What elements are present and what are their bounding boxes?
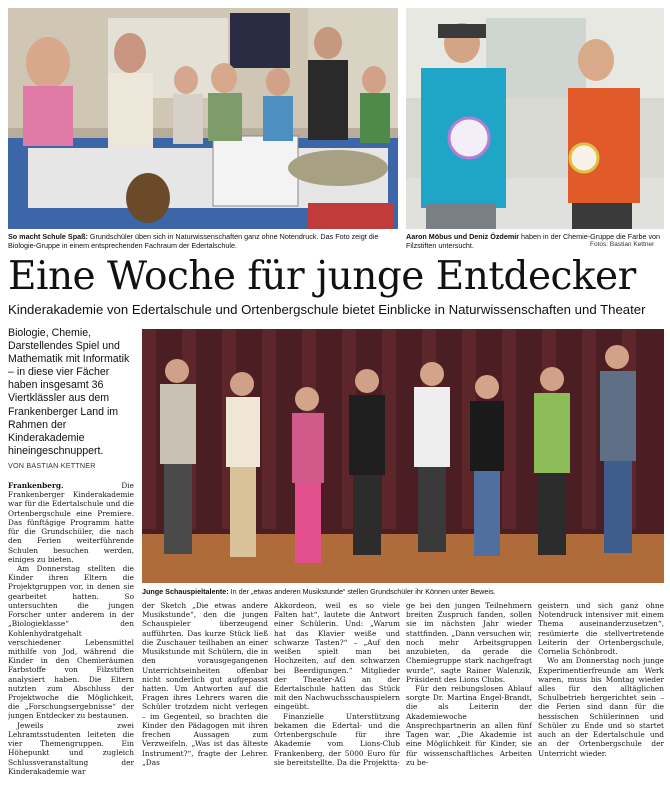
photo-biology-group-image bbox=[8, 8, 398, 229]
photo-chemistry-group bbox=[406, 8, 664, 229]
caption-text: haben in der Chemie-Gruppe die Farbe von Filzstiften untersucht. bbox=[406, 232, 661, 250]
col2-paragraph: der Sketch „Die etwas andere Musikstunde“, den die jungen Schauspieler überzeugend aufführten. Das kurze Stück ließ die Zuschauer teilhaben an einer Musikstunde mit Schülern, die in den vorausgegangenen Unterrichtseinheiten offenbar nicht sonderlich gut aufgepasst hatten. Um Antworten auf die Fragen ihres Lehrers waren die Schüler trotzdem nicht verlegen – im Gegenteil, so brachten die Kinder den Pädagogen mit ihren frechen Aussagen zum Verzweifeln. „Was ist das älteste Instrument?“, fragte der Lehrer. „Das bbox=[142, 601, 268, 767]
caption-bold-lead: Junge Schauspieltalente: bbox=[142, 587, 229, 596]
article-column-3 bbox=[274, 601, 400, 786]
photo-credit: Fotos: Bastian Kettner bbox=[590, 241, 655, 248]
caption-text: Grundschüler üben sich in Naturwissenschaften ganz ohne Notendruck. Das Foto zeigt die Biologie-Gruppe in einem entsprechenden Fachraum der Edertalschule. bbox=[8, 232, 379, 250]
col4-paragraph-1: ge bei den jungen Teilnehmern breiten Zuspruch fanden, sollen sie im nächsten Jahr wieder stattfinden. „Dann versuchen wir, noch mehr Arbeitsgruppen anzubieten, da gerade die Chemiegruppe stark nachgefragt wurde“, sagte Rainer Walenzik, Präsident des Lions Clubs. bbox=[406, 601, 532, 684]
photo-biology-group bbox=[8, 8, 398, 229]
article-column-4 bbox=[406, 601, 532, 786]
col1-paragraph-1: Die Frankenberger Kinderakademie war für die Edertalschule und die Ortenbergschule eine Premiere. Das fünftägige Programm hatte für die Grundschüler, die nach den Ferien weiterführende Schulen besuchen werden, einiges zu bieten. bbox=[8, 481, 134, 564]
article-column-5 bbox=[538, 601, 664, 786]
col5-paragraph-1: geistern und sich ganz ohne Notendruck intensiver mit einem Thema auseinanderzusetzen“, resümierte die stellvertretende Leiterin der Ortenbergschule, Cornelia Schönbrodt. bbox=[538, 601, 664, 657]
article-headline: Eine Woche für junge Entdecker bbox=[8, 254, 636, 299]
col3-paragraph-2: Finanzielle Unterstützung bekamen die Edertal- und die Ortenbergschule für ihre Akademie vom Lions-Club Frankenberg, der 5000 Euro für sie bereitstellte. Da die Projektta- bbox=[274, 711, 400, 767]
article-dateline: Frankenberg. bbox=[8, 481, 64, 490]
caption-text: In der „etwas anderen Musikstunde“ stellen Grundschüler ihr Können unter Beweis. bbox=[228, 587, 496, 596]
photo-stage-performance bbox=[142, 329, 664, 583]
caption-bold-lead: So macht Schule Spaß: bbox=[8, 232, 88, 241]
photo-stage-caption bbox=[142, 587, 664, 596]
photo-biology-caption bbox=[8, 232, 400, 250]
article-lead: Biologie, Chemie, Darstellendes Spiel und Mathematik mit Informatik – in diese vier Fächer haben insgesamt 36 Viertklässler aus dem Frankenberger Land im Rahmen der Kinderakademie hineingeschnuppert. bbox=[8, 327, 130, 457]
col3-paragraph-1: Akkordeon, weil es so viele Falten hat“, lautete die Antwort einer Schülerin. Und: „Warum hat das Klavier weiße und schwarze Tasten?“ – „Auf den weißen spielt man bei Hochzeiten, auf den schwarzen bei Beerdigungen.“ Mitglieder der Theater-AG an der Edertalschule hatten das Stück mit den Nachwuchsschauspielern eingeübt. bbox=[274, 601, 400, 712]
caption-bold-names: Aaron Möbus und Deniz Özdemir bbox=[406, 232, 520, 241]
article-column-1 bbox=[8, 481, 134, 786]
photo-stage-image bbox=[142, 329, 664, 583]
photo-chemistry-group-image bbox=[406, 8, 664, 229]
article-column-2 bbox=[142, 601, 268, 786]
col1-paragraph-2: Am Donnerstag stellten die Kinder ihren Eltern die Projektgruppen vor, in denen sie gearbeitet hatten. So untersuchten die jungen Forscher unter anderem in der „Biologieklasse“ den Kohlenhydratgehalt verschiedener Lebensmittel mithilfe von Jod, während die Kinder in den Chemieräumen Farbstoffe von Filzstiften analysiert haben. Die Eltern nutzten zum Abschluss der Projektwoche die Möglichkeit, die „Forschungsergebnisse“ der jungen Entdecker zu bestaunen. bbox=[8, 563, 134, 721]
col5-paragraph-2: Wo am Donnerstag noch junge Experimentierfreunde am Werk waren, muss bis Montag wieder alles für den alltäglichen Schulbetrieb hergerichtet sein – die Ferien sind dann für die hessischen Schülerinnen und Schüler zu Ende und so startet auch an der Edertalschule und an der Ortenbergschule der Unterricht wieder. bbox=[538, 656, 664, 758]
col4-paragraph-2: Für den reibungslosen Ablauf sorgte Dr. Martina Engel-Brandt, die als Leiterin der Akademiewoche Ansprechpartnerin an allen fünf Tagen war. „Die Akademie ist eine Möglichkeit für Kinder, sie für wissenschaftliches Arbeiten zu be- bbox=[406, 683, 532, 767]
article-subhead: Kinderakademie von Edertalschule und Ortenbergschule bietet Einblicke in Naturwissenschaften und Theater bbox=[8, 302, 646, 317]
article-byline: VON BASTIAN KETTNER bbox=[8, 461, 96, 470]
col1-paragraph-3: Jeweils zwei Lehramtsstudenten leiteten die vier Themengruppen. Ein Höhepunkt und zugleich Schlussveranstaltung der Kinderakademie war bbox=[8, 720, 134, 776]
